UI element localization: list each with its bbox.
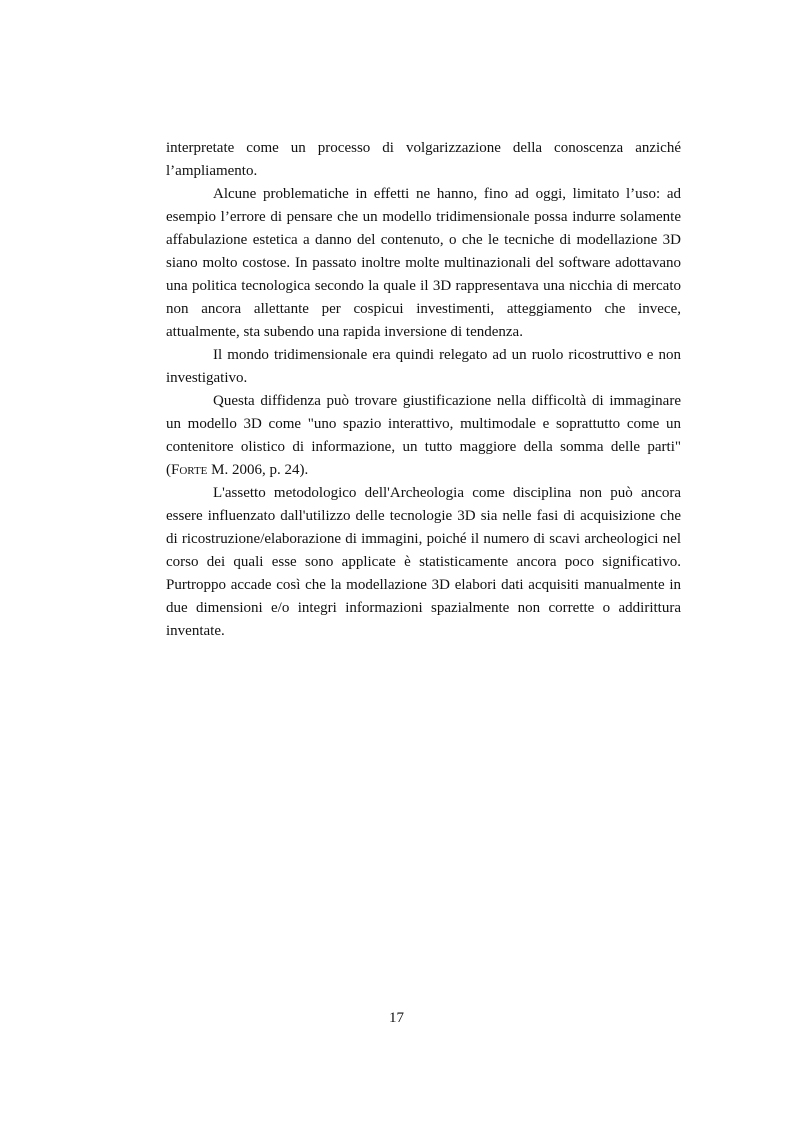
page-number: 17	[389, 1010, 404, 1026]
paragraph-assetto-metodologico: L'assetto metodologico dell'Archeologia come disciplina non può ancora essere influenzato dall'utilizzo delle tecnologie 3D sia nelle fasi di acquisizione che di ricostruzione/elaborazione di immagini, poiché il numero di scavi archeologici nel corso dei quali esse sono applicate è statisticamente ancora poco significativo. Purtroppo accade così che la modellazione 3D elabori dati acquisiti manualmente in due dimensioni e/o integri informazioni spazialmente non corrette o addirittura inventate.	[166, 485, 681, 639]
body-text	[166, 137, 681, 643]
paragraph-continuation: interpretate come un processo di volgarizzazione della conoscenza anziché l’ampliamento.	[166, 140, 681, 179]
paragraph-mondo-tridimensionale: Il mondo tridimensionale era quindi relegato ad un ruolo ricostruttivo e non investigativo.	[166, 347, 681, 386]
citation-author: Forte	[171, 462, 208, 478]
citation-details: M. 2006, p. 24).	[207, 462, 309, 478]
quote-text: Questa diffidenza può trovare giustificazione nella difficoltà di immaginare un modello 3D come "uno spazio interattivo, multimodale e soprattutto come un contenitore olistico di informazione, un tutto maggiore della somma delle parti" (	[166, 393, 681, 478]
paragraph-diffidenza	[166, 390, 681, 482]
paragraph-problematiche: Alcune problematiche in effetti ne hanno, fino ad oggi, limitato l’uso: ad esempio l’errore di pensare che un modello tridimensionale possa indurre solamente affabulazione estetica a danno del contenuto, o che le tecniche di modellazione 3D siano molto costose. In passato inoltre molte multinazionali del software adottavano una politica tecnologica secondo la quale il 3D rappresentava una nicchia di mercato non ancora allettante per cospicui investimenti, atteggiamento che invece, attualmente, sta subendo una rapida inversione di tendenza.	[166, 186, 681, 340]
